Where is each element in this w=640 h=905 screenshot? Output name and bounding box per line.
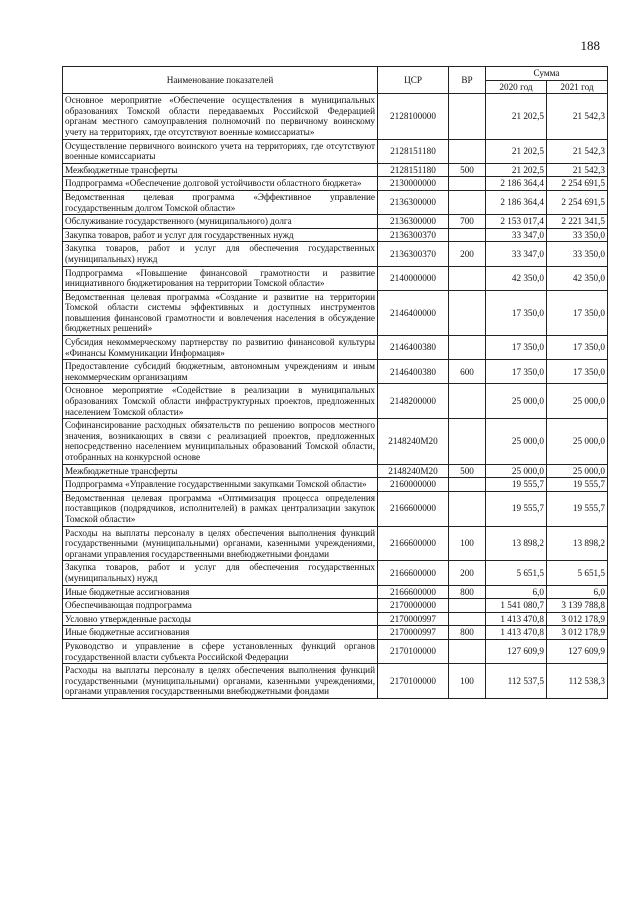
row-csr: 2130000000 <box>378 177 449 191</box>
table-row <box>63 177 608 191</box>
row-name: Межбюджетные трансферты <box>63 464 378 478</box>
row-csr: 2170000000 <box>378 599 449 613</box>
row-name: Расходы на выплаты персоналу в целях обеспечения выполнения функций государственными (муниципальными) органами, казенными учреждениями, органами управления государственными внебюджетными фондами <box>63 526 378 561</box>
row-vr <box>449 478 486 492</box>
row-sum-2020: 25 000,0 <box>486 384 547 419</box>
row-vr <box>449 190 486 214</box>
row-sum-2020: 21 202,5 <box>486 94 547 139</box>
row-csr: 2136300370 <box>378 242 449 266</box>
table-row <box>63 384 608 419</box>
row-sum-2020: 2 186 364,4 <box>486 177 547 191</box>
row-csr: 2170100000 <box>378 664 449 699</box>
row-name: Закупка товаров, работ и услуг для государственных нужд <box>63 228 378 242</box>
row-sum-2021: 19 555,7 <box>547 478 608 492</box>
row-name: Обеспечивающая подпрограмма <box>63 599 378 613</box>
row-csr: 2146400380 <box>378 336 449 360</box>
table-row <box>63 561 608 585</box>
row-csr: 2166600000 <box>378 561 449 585</box>
row-sum-2020: 17 350,0 <box>486 336 547 360</box>
row-sum-2021: 25 000,0 <box>547 384 608 419</box>
table-header <box>63 67 608 94</box>
table-row <box>63 612 608 626</box>
row-csr: 2136300000 <box>378 215 449 229</box>
row-vr <box>449 419 486 464</box>
row-name: Подпрограмма «Обеспечение долговой устойчивости областного бюджета» <box>63 177 378 191</box>
row-sum-2021: 42 350,0 <box>547 266 608 290</box>
row-vr <box>449 599 486 613</box>
row-name: Основное мероприятие «Содействие в реализации в муниципальных образованиях Томской области инфраструктурных проектов, предложенных населением Томской области» <box>63 384 378 419</box>
row-sum-2021: 17 350,0 <box>547 290 608 335</box>
row-sum-2020: 25 000,0 <box>486 464 547 478</box>
table-row <box>63 360 608 384</box>
table-row <box>63 478 608 492</box>
row-name: Иные бюджетные ассигнования <box>63 585 378 599</box>
row-sum-2020: 21 202,5 <box>486 139 547 163</box>
row-csr: 2136300370 <box>378 228 449 242</box>
table-row <box>63 585 608 599</box>
row-vr: 100 <box>449 526 486 561</box>
table-body <box>63 94 608 699</box>
row-sum-2021: 2 221 341,5 <box>547 215 608 229</box>
page-number: 188 <box>580 38 600 53</box>
row-sum-2020: 17 350,0 <box>486 360 547 384</box>
row-csr: 2128151180 <box>378 139 449 163</box>
row-name: Условно утвержденные расходы <box>63 612 378 626</box>
row-csr: 2166600000 <box>378 491 449 526</box>
row-vr: 200 <box>449 242 486 266</box>
row-sum-2021: 2 254 691,5 <box>547 190 608 214</box>
row-name: Ведомственная целевая программа «Создание и развитие на территории Томской области системы эффективных и доступных инструментов повышения финансовой грамотности и вовлечения населения в обсуждение бюджетных решений» <box>63 290 378 335</box>
row-name: Расходы на выплаты персоналу в целях обеспечения выполнения функций государственными (муниципальными) органами, казенными учреждениями, органами управления государственными внебюджетными фондами <box>63 664 378 699</box>
row-sum-2021: 5 651,5 <box>547 561 608 585</box>
header-name: Наименование показателей <box>63 67 378 94</box>
table-row <box>63 639 608 663</box>
row-name: Подпрограмма «Управление государственными закупками Томской области» <box>63 478 378 492</box>
row-sum-2021: 3 012 178,9 <box>547 612 608 626</box>
header-csr: ЦСР <box>378 67 449 94</box>
row-sum-2020: 21 202,5 <box>486 163 547 177</box>
table-row <box>63 491 608 526</box>
row-sum-2020: 1 413 470,8 <box>486 626 547 640</box>
row-sum-2021: 13 898,2 <box>547 526 608 561</box>
row-sum-2020: 19 555,7 <box>486 478 547 492</box>
row-name: Подпрограмма «Повышение финансовой грамотности и развитие инициативного бюджетирования на территории Томской области» <box>63 266 378 290</box>
table-row <box>63 242 608 266</box>
row-csr: 2128100000 <box>378 94 449 139</box>
row-sum-2021: 112 538,3 <box>547 664 608 699</box>
row-name: Руководство и управление в сфере установленных функций органов государственной власти субъекта Российской Федерации <box>63 639 378 663</box>
row-csr: 2170000997 <box>378 626 449 640</box>
row-sum-2021: 3 012 178,9 <box>547 626 608 640</box>
row-sum-2020: 1 413 470,8 <box>486 612 547 626</box>
table-row <box>63 228 608 242</box>
row-sum-2021: 2 254 691,5 <box>547 177 608 191</box>
table-row <box>63 94 608 139</box>
row-sum-2020: 6,0 <box>486 585 547 599</box>
row-sum-2021: 17 350,0 <box>547 360 608 384</box>
row-sum-2021: 127 609,9 <box>547 639 608 663</box>
row-csr: 2166600000 <box>378 526 449 561</box>
row-sum-2021: 19 555,7 <box>547 491 608 526</box>
row-vr: 500 <box>449 464 486 478</box>
row-csr: 2166600000 <box>378 585 449 599</box>
row-csr: 2148240M20 <box>378 419 449 464</box>
row-name: Предоставление субсидий бюджетным, автономным учреждениям и иным некоммерческим организациям <box>63 360 378 384</box>
row-sum-2021: 25 000,0 <box>547 419 608 464</box>
row-sum-2020: 127 609,9 <box>486 639 547 663</box>
row-vr <box>449 639 486 663</box>
row-sum-2020: 13 898,2 <box>486 526 547 561</box>
row-sum-2020: 42 350,0 <box>486 266 547 290</box>
header-vr: ВР <box>449 67 486 94</box>
row-sum-2021: 17 350,0 <box>547 336 608 360</box>
row-vr: 600 <box>449 360 486 384</box>
row-csr: 2170000997 <box>378 612 449 626</box>
row-csr: 2160000000 <box>378 478 449 492</box>
row-vr <box>449 266 486 290</box>
row-vr <box>449 612 486 626</box>
table-row <box>63 419 608 464</box>
row-sum-2020: 19 555,7 <box>486 491 547 526</box>
row-name: Субсидия некоммерческому партнерству по развитию финансовой культуры «Финансы Коммуникации Информация» <box>63 336 378 360</box>
row-name: Закупка товаров, работ и услуг для обеспечения государственных (муниципальных) нужд <box>63 242 378 266</box>
budget-table <box>62 66 608 699</box>
row-sum-2020: 25 000,0 <box>486 419 547 464</box>
row-vr: 800 <box>449 585 486 599</box>
row-name: Ведомственная целевая программа «Эффективное управление государственным долгом Томской области» <box>63 190 378 214</box>
row-sum-2020: 17 350,0 <box>486 290 547 335</box>
row-csr: 2148200000 <box>378 384 449 419</box>
row-vr <box>449 177 486 191</box>
row-sum-2021: 21 542,3 <box>547 163 608 177</box>
row-vr <box>449 290 486 335</box>
row-csr: 2136300000 <box>378 190 449 214</box>
row-vr: 700 <box>449 215 486 229</box>
row-csr: 2146400380 <box>378 360 449 384</box>
row-sum-2021: 21 542,3 <box>547 139 608 163</box>
row-sum-2021: 3 139 788,8 <box>547 599 608 613</box>
row-sum-2020: 2 153 017,4 <box>486 215 547 229</box>
row-sum-2021: 33 350,0 <box>547 228 608 242</box>
row-vr: 500 <box>449 163 486 177</box>
table-row <box>63 464 608 478</box>
row-name: Закупка товаров, работ и услуг для обеспечения государственных (муниципальных) нужд <box>63 561 378 585</box>
row-vr: 800 <box>449 626 486 640</box>
table-row <box>63 190 608 214</box>
row-vr <box>449 139 486 163</box>
header-year-2021: 2021 год <box>547 80 608 94</box>
row-csr: 2128151180 <box>378 163 449 177</box>
row-name: Ведомственная целевая программа «Оптимизация процесса определения поставщиков (подрядчиков, исполнителей) в рамках централизации закупок Томской области» <box>63 491 378 526</box>
row-sum-2021: 21 542,3 <box>547 94 608 139</box>
table-row <box>63 526 608 561</box>
row-sum-2020: 112 537,5 <box>486 664 547 699</box>
table-row <box>63 215 608 229</box>
row-sum-2021: 6,0 <box>547 585 608 599</box>
table-row <box>63 163 608 177</box>
row-sum-2021: 33 350,0 <box>547 242 608 266</box>
row-vr <box>449 491 486 526</box>
table-row <box>63 139 608 163</box>
row-sum-2021: 25 000,0 <box>547 464 608 478</box>
row-name: Основное мероприятие «Обеспечение осуществления в муниципальных образованиях Томской области передаваемых Российской Федерацией органам местного самоуправления полномочий по первичному воинскому учету на территориях, где отсутствуют военные комиссариаты» <box>63 94 378 139</box>
row-csr: 2170100000 <box>378 639 449 663</box>
table-row <box>63 290 608 335</box>
header-sum: Сумма <box>486 67 608 81</box>
row-sum-2020: 33 347,0 <box>486 242 547 266</box>
table-row <box>63 599 608 613</box>
row-vr <box>449 384 486 419</box>
row-csr: 2148240M20 <box>378 464 449 478</box>
table-row <box>63 266 608 290</box>
row-csr: 2140000000 <box>378 266 449 290</box>
header-year-2020: 2020 год <box>486 80 547 94</box>
row-sum-2020: 1 541 080,7 <box>486 599 547 613</box>
row-name: Межбюджетные трансферты <box>63 163 378 177</box>
row-sum-2020: 2 186 364,4 <box>486 190 547 214</box>
table-row <box>63 626 608 640</box>
row-vr: 100 <box>449 664 486 699</box>
table-row <box>63 336 608 360</box>
row-sum-2020: 33 347,0 <box>486 228 547 242</box>
table-row <box>63 664 608 699</box>
row-name: Осуществление первичного воинского учета на территориях, где отсутствуют военные комиссариаты <box>63 139 378 163</box>
row-sum-2020: 5 651,5 <box>486 561 547 585</box>
row-csr: 2146400000 <box>378 290 449 335</box>
row-name: Иные бюджетные ассигнования <box>63 626 378 640</box>
row-vr: 200 <box>449 561 486 585</box>
row-vr <box>449 228 486 242</box>
row-name: Обслуживание государственного (муниципального) долга <box>63 215 378 229</box>
row-vr <box>449 336 486 360</box>
row-name: Софинансирование расходных обязательств по решению вопросов местного значения, возникающих в связи с реализацией проектов, предложенных непосредственно населением муниципальных образований Томской области, отобранных на конкурсной основе <box>63 419 378 464</box>
row-vr <box>449 94 486 139</box>
